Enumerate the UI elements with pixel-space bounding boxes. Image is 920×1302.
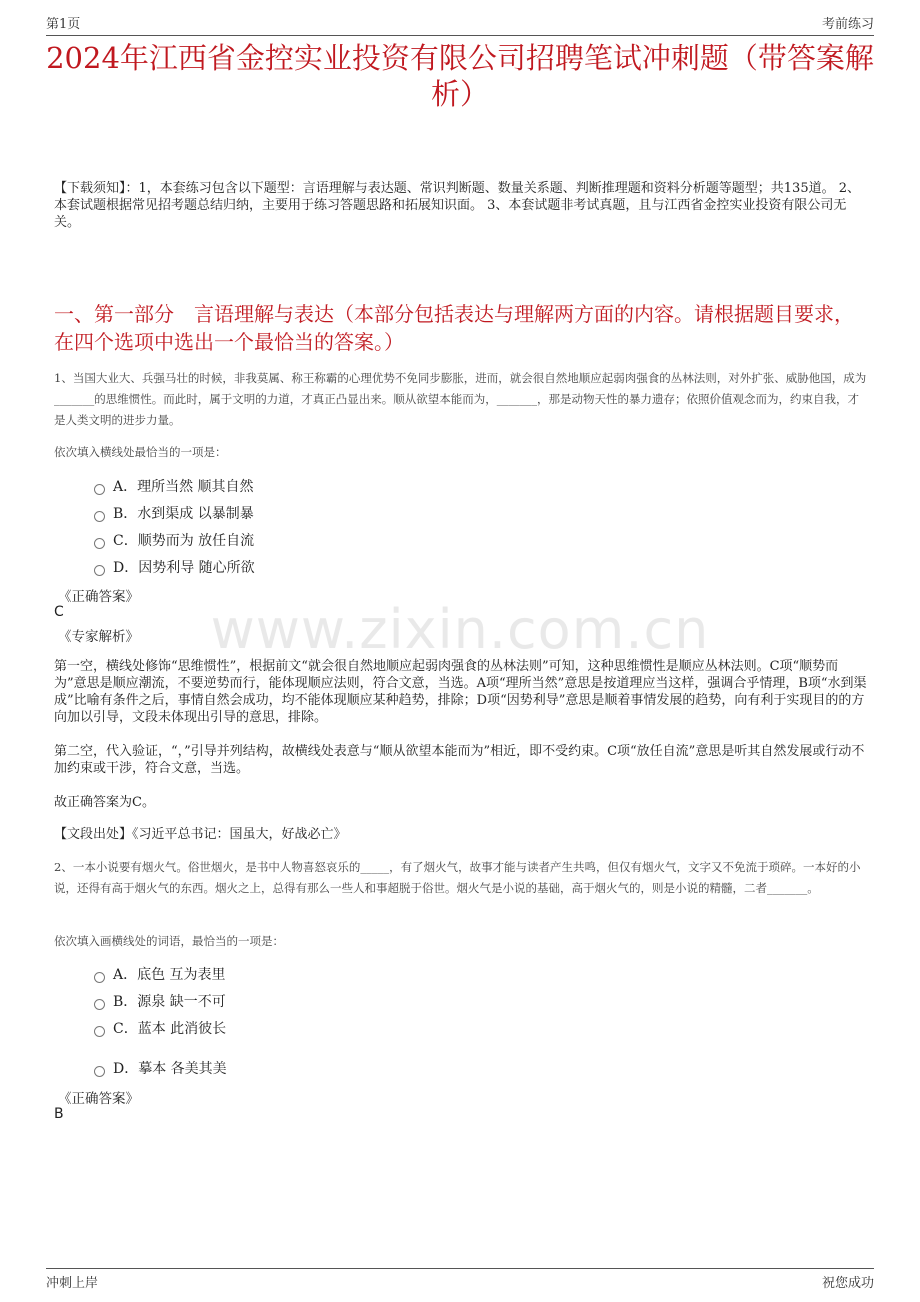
option-label: D．摹本 各美其美 <box>113 1061 227 1077</box>
section-heading: 一、第一部分 言语理解与表达（本部分包括表达与理解两方面的内容。请根据题目要求，在四个选项中选出一个最恰当的答案。） <box>54 302 854 354</box>
option-label: D．因势利导 随心所欲 <box>113 560 255 576</box>
question-2-option-b[interactable] <box>94 991 226 1011</box>
question-1-analysis-1: 第一空，横线处修饰“思维惯性”，根据前文“就会很自然地顺应起弱肉强食的丛林法则”可知，这种思维惯性是顺应丛林法则。C项“顺势而为”意思是顺应潮流，不要逆势而行，能体现顺应法则，符合文意，当选。A项“理所当然”意思是按道理应当这样，强调合乎情理，B项“水到渠成”比喻有条件之后，事情自然会成功，均不能体现顺应某种趋势，排除；D项“因势利导”意思是顺着事情发展的趋势，向有利于实现目的的方向加以引导，文段未体现出引导的意思，排除。 <box>54 659 867 725</box>
question-2-prompt: 依次填入画横线处的词语，最恰当的一项是： <box>54 934 284 948</box>
footer-left-label: 冲刺上岸 <box>46 1276 99 1291</box>
question-2-option-c[interactable] <box>94 1018 226 1038</box>
radio-icon[interactable] <box>94 1066 105 1077</box>
question-2-text: 2、一本小说要有烟火气。俗世烟火，是书中人物喜怒哀乐的_____，有了烟火气，故事才能与读者产生共鸣，但仅有烟火气，文字又不免流于琐碎。一本好的小说，还得有高于烟火气的东西。烟火之上，总得有那么一些人和事超脱于俗世。烟火气是小说的基础，高于烟火气的，则是小说的精髓，二者_______。 <box>54 860 861 895</box>
option-label: A．理所当然 顺其自然 <box>113 479 254 495</box>
option-label: B．源泉 缺一不可 <box>113 994 226 1010</box>
radio-icon[interactable] <box>94 1026 105 1037</box>
question-2-option-a[interactable] <box>94 964 226 984</box>
question-1-conclusion: 故正确答案为C。 <box>54 795 155 810</box>
option-label: B．水到渠成 以暴制暴 <box>113 506 254 522</box>
download-notice: 【下载须知】：1，本套练习包含以下题型：言语理解与表达题、常识判断题、数量关系题、判断推理题和资料分析题等题型；共135道。 2、本套试题根据常见招考题总结归纳，主要用于练习答题思路和拓展知识面。 3、本套试题非考试真题，且与江西省金控实业投资有限公司无关。 <box>54 181 860 230</box>
header-label: 考前练习 <box>821 17 874 32</box>
question-1-answer: C <box>54 604 64 620</box>
option-label: C．顺势而为 放任自流 <box>113 533 255 549</box>
radio-icon[interactable] <box>94 538 105 549</box>
question-1-option-c[interactable] <box>94 530 254 550</box>
question-2-option-d[interactable] <box>94 1058 227 1078</box>
question-1-analysis-2: 第二空，代入验证，“，”引导并列结构，故横线处表意与“顺从欲望本能而为”相近，即不受约束。C项“放任自流”意思是听其自然发展或行动不加约束或干涉，符合文意，当选。 <box>54 744 865 776</box>
question-1-prompt: 依次填入横线处最恰当的一项是： <box>54 445 227 459</box>
footer-right-label: 祝您成功 <box>821 1276 874 1291</box>
question-1-text: 1、当国大业大、兵强马壮的时候，非我莫属、称王称霸的心理优势不免同步膨胀，进而，就会很自然地顺应起弱肉强食的丛林法则，对外扩张、威胁他国，成为_______的思维惯性。而此时，属于文明的力道，才真正凸显出来。顺从欲望本能而为，_______，那是动物天性的暴力遗存；依照价值观念而为，约束自我，才是人类文明的进步力量。 <box>54 371 867 427</box>
question-2-answer-label: 《正确答案》 <box>58 1091 139 1107</box>
radio-icon[interactable] <box>94 565 105 576</box>
radio-icon[interactable] <box>94 511 105 522</box>
radio-icon[interactable] <box>94 972 105 983</box>
page-header <box>46 10 874 36</box>
radio-icon[interactable] <box>94 484 105 495</box>
question-1-source: 【文段出处】《习近平总书记：国虽大，好战必亡》 <box>54 827 347 842</box>
question-1-answer-label: 《正确答案》 <box>58 589 139 605</box>
option-label: C．蓝本 此消彼长 <box>113 1021 227 1037</box>
radio-icon[interactable] <box>94 999 105 1010</box>
page-number: 第1页 <box>46 17 81 32</box>
option-label: A．底色 互为表里 <box>113 967 226 983</box>
page-footer <box>46 1268 874 1294</box>
document-title: 2024年江西省金控实业投资有限公司招聘笔试冲刺题（带答案解析） <box>46 41 874 111</box>
question-2-answer: B <box>54 1106 64 1122</box>
question-1-analysis-label: 《专家解析》 <box>58 629 139 645</box>
question-1-option-b[interactable] <box>94 503 254 523</box>
question-1-option-d[interactable] <box>94 557 255 577</box>
question-1-option-a[interactable] <box>94 476 254 496</box>
watermark: www.zixin.com.cn <box>210 598 710 661</box>
